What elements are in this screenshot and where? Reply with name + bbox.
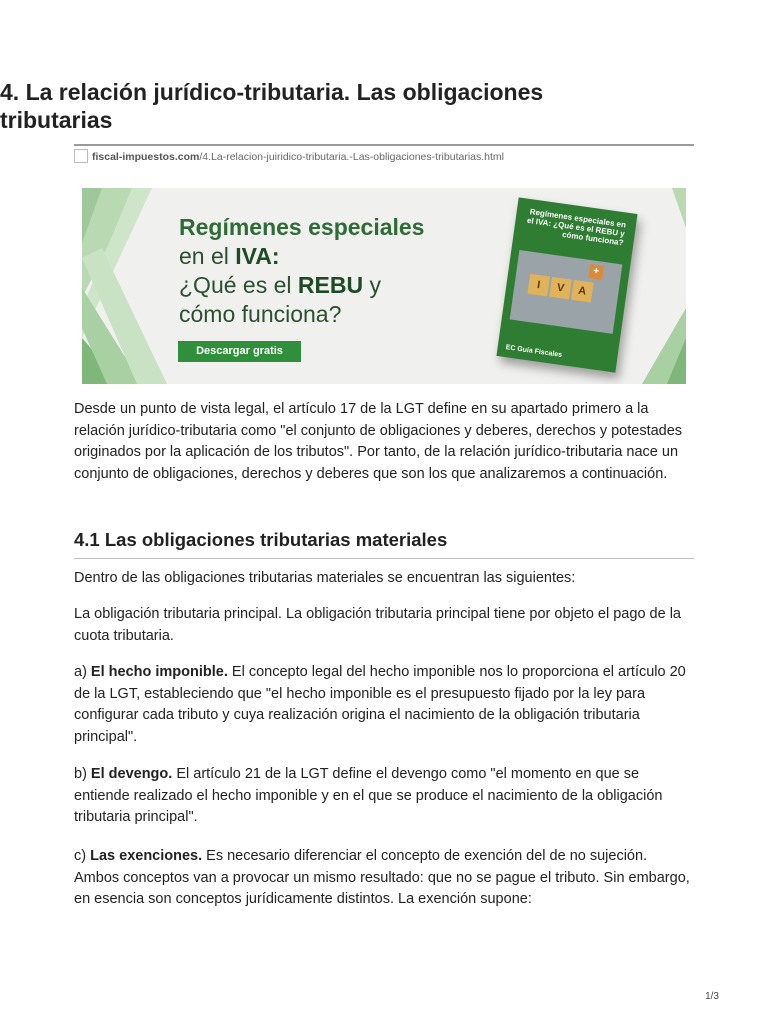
intro-paragraph: Desde un punto de vista legal, el artículo 17 de la LGT define en su apartado primero a la relación jurídico-tributaria como "el conjunto de obligaciones y deberes, derechos y potestades originados por la aplicación de los tributos". Por tanto, de la relación jurídico-tributaria nace un conjunto de obligaciones, derechos y deberes que son los que analizaremos a continuación. xyxy=(74,401,683,482)
favicon-icon xyxy=(74,149,88,163)
cube-2: V xyxy=(549,277,572,300)
section-heading: 4.1 Las obligaciones tributarias materiales xyxy=(74,529,448,550)
ebook-title: Regímenes especiales en el IVA: ¿Qué es el REBU y cómo funciona? xyxy=(526,207,627,248)
banner-headline xyxy=(179,213,424,329)
download-button[interactable]: Descargar gratis xyxy=(178,341,301,362)
list-item: a) El hecho imponible. El concepto legal del hecho imponible nos lo proporciona el artículo 20 de la LGT, estableciendo que "el hecho imponible es el presupuesto fijado por la ley para configurar cada tributo y cuya realización origina el nacimiento de la obligación tributaria principal". xyxy=(74,664,686,745)
ebook-cubes-image xyxy=(510,250,623,334)
section-paragraph-2: La obligación tributaria principal. La obligación tributaria principal tiene por objeto el pago de la cuota tributaria. xyxy=(74,606,681,644)
banner-line-1: Regímenes especiales xyxy=(179,214,425,240)
banner-line-3: ¿Qué es el REBU y xyxy=(179,272,381,298)
cube-plus: + xyxy=(588,264,604,280)
source-path[interactable]: /4.La-relacion-juiridico-tributaria.-Las-obligaciones-tributarias.html xyxy=(199,151,505,163)
cube-1: I xyxy=(527,274,550,297)
title-divider xyxy=(74,144,694,146)
section-divider xyxy=(74,558,694,559)
list-item: c) Las exenciones. Es necesario diferenciar el concepto de exención del de no sujeción. Ambos conceptos van a provocar un mismo resultado: que no se pague el tributo. Sin embargo, en esencia son conceptos jurídicamente distintos. La exención supone: xyxy=(74,848,690,907)
banner-line-4: cómo funciona? xyxy=(179,301,342,327)
source-url[interactable] xyxy=(74,149,504,163)
cube-3: A xyxy=(571,280,594,303)
banner-line-2: en el IVA: xyxy=(179,243,280,269)
term-devengo: El devengo. xyxy=(90,766,173,782)
ad-banner[interactable] xyxy=(82,188,686,384)
source-domain[interactable]: fiscal-impuestos.com xyxy=(92,151,200,163)
list-item: b) El devengo. El artículo 21 de la LGT define el devengo como "el momento en que se entiende realizado el hecho imponible y en el que se produce el nacimiento de la obligación tributaria principal". xyxy=(74,766,663,825)
section-paragraph-1: Dentro de las obligaciones tributarias materiales se encuentran las siguientes: xyxy=(74,570,576,586)
ebook-cover[interactable] xyxy=(496,197,637,372)
term-exenciones: Las exenciones. xyxy=(90,848,203,864)
term-hecho-imponible: El hecho imponible. xyxy=(90,664,228,680)
page-title: 4. La relación jurídico-tributaria. Las obligaciones tributarias xyxy=(0,79,544,133)
ebook-footer: EC Guía Fiscales xyxy=(505,344,563,359)
page-number: 1/3 xyxy=(705,991,719,1002)
